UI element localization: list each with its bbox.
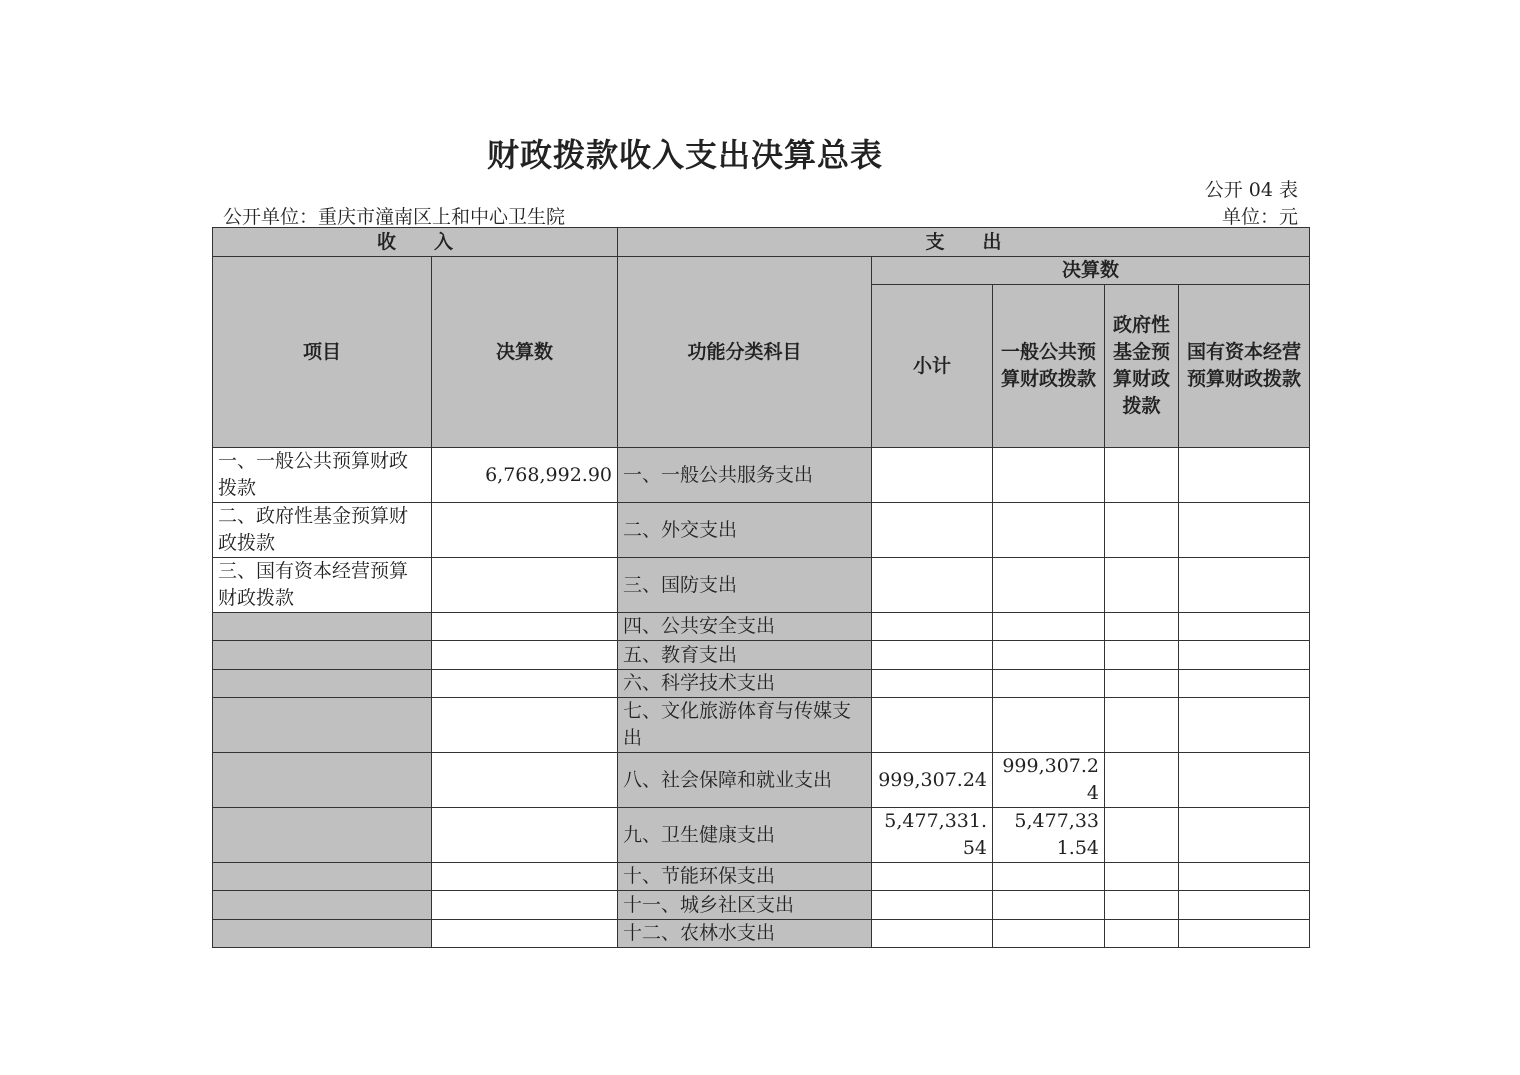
gov-fund-cell (1105, 920, 1179, 948)
gov-fund-cell (1105, 698, 1179, 753)
income-item-cell (213, 670, 432, 698)
income-item-cell (213, 863, 432, 891)
state-capital-cell (1179, 641, 1310, 670)
income-amount-cell (432, 891, 618, 920)
table-body (213, 448, 1310, 948)
settlement-header: 决算数 (872, 257, 1310, 285)
general-budget-cell (993, 698, 1105, 753)
subject-cell: 一、一般公共服务支出 (618, 448, 872, 503)
income-amount-cell: 6,768,992.90 (432, 448, 618, 503)
subject-cell: 六、科学技术支出 (618, 670, 872, 698)
subtotal-cell: 999,307.24 (872, 753, 993, 808)
gov-fund-cell (1105, 558, 1179, 613)
settlement-table (212, 227, 1310, 948)
table-row (213, 641, 1310, 670)
table-row (213, 808, 1310, 863)
table-row (213, 698, 1310, 753)
subject-cell: 九、卫生健康支出 (618, 808, 872, 863)
subject-cell: 四、公共安全支出 (618, 613, 872, 641)
function-subject-header: 功能分类科目 (618, 257, 872, 448)
table-row (213, 891, 1310, 920)
table-row (213, 503, 1310, 558)
table-row (213, 863, 1310, 891)
income-item-cell (213, 808, 432, 863)
table-row (213, 753, 1310, 808)
income-item-cell (213, 891, 432, 920)
subtotal-cell (872, 448, 993, 503)
gov-fund-cell (1105, 641, 1179, 670)
page-title: 财政拨款收入支出决算总表 (486, 136, 883, 174)
state-capital-header: 国有资本经营预算财政拨款 (1179, 285, 1310, 448)
income-header: 收 入 (213, 228, 618, 257)
income-item-cell (213, 753, 432, 808)
table-row (213, 613, 1310, 641)
unit-name: 公开单位：重庆市潼南区上和中心卫生院 (223, 206, 566, 228)
subtotal-header: 小计 (872, 285, 993, 448)
subtotal-cell (872, 698, 993, 753)
subtotal-cell (872, 863, 993, 891)
state-capital-cell (1179, 808, 1310, 863)
income-item-cell (213, 698, 432, 753)
subtotal-cell (872, 613, 993, 641)
state-capital-cell (1179, 613, 1310, 641)
income-amount-cell (432, 863, 618, 891)
income-amount-cell (432, 920, 618, 948)
item-header: 项目 (213, 257, 432, 448)
state-capital-cell (1179, 920, 1310, 948)
income-amount-cell (432, 641, 618, 670)
state-capital-cell (1179, 891, 1310, 920)
state-capital-cell (1179, 670, 1310, 698)
state-capital-cell (1179, 503, 1310, 558)
gov-fund-cell (1105, 448, 1179, 503)
general-budget-cell (993, 448, 1105, 503)
income-amount-cell (432, 558, 618, 613)
gov-fund-cell (1105, 503, 1179, 558)
subject-cell: 五、教育支出 (618, 641, 872, 670)
general-budget-cell (993, 670, 1105, 698)
gov-fund-cell (1105, 863, 1179, 891)
general-budget-header: 一般公共预算财政拨款 (993, 285, 1105, 448)
gov-fund-cell (1105, 613, 1179, 641)
gov-fund-cell (1105, 670, 1179, 698)
income-amount-cell (432, 670, 618, 698)
table-row (213, 920, 1310, 948)
income-amount-cell (432, 613, 618, 641)
subtotal-cell (872, 503, 993, 558)
expense-header: 支 出 (618, 228, 1310, 257)
income-amount-cell (432, 503, 618, 558)
state-capital-cell (1179, 863, 1310, 891)
gov-fund-cell (1105, 891, 1179, 920)
state-capital-cell (1179, 448, 1310, 503)
income-item-cell: 三、国有资本经营预算财政拨款 (213, 558, 432, 613)
subject-cell: 三、国防支出 (618, 558, 872, 613)
gov-fund-cell (1105, 753, 1179, 808)
income-amount-cell (432, 753, 618, 808)
table-row (213, 670, 1310, 698)
subtotal-cell (872, 891, 993, 920)
income-item-cell (213, 920, 432, 948)
subject-cell: 十、节能环保支出 (618, 863, 872, 891)
general-budget-cell (993, 920, 1105, 948)
general-budget-cell (993, 503, 1105, 558)
income-item-cell: 二、政府性基金预算财政拨款 (213, 503, 432, 558)
income-amount-cell (432, 698, 618, 753)
general-budget-cell: 5,477,331.54 (993, 808, 1105, 863)
currency-unit: 单位：元 (1221, 206, 1298, 228)
table-row (213, 558, 1310, 613)
income-item-cell (213, 641, 432, 670)
amount-header: 决算数 (432, 257, 618, 448)
subject-cell: 二、外交支出 (618, 503, 872, 558)
state-capital-cell (1179, 698, 1310, 753)
general-budget-cell: 999,307.24 (993, 753, 1105, 808)
gov-fund-header: 政府性基金预算财政拨款 (1105, 285, 1179, 448)
form-number: 公开 04 表 (1204, 179, 1298, 201)
income-item-cell (213, 613, 432, 641)
income-item-cell: 一、一般公共预算财政拨款 (213, 448, 432, 503)
subtotal-cell (872, 558, 993, 613)
subject-cell: 八、社会保障和就业支出 (618, 753, 872, 808)
gov-fund-cell (1105, 808, 1179, 863)
general-budget-cell (993, 863, 1105, 891)
subject-cell: 十一、城乡社区支出 (618, 891, 872, 920)
general-budget-cell (993, 558, 1105, 613)
subtotal-cell (872, 920, 993, 948)
subject-cell: 七、文化旅游体育与传媒支出 (618, 698, 872, 753)
state-capital-cell (1179, 558, 1310, 613)
state-capital-cell (1179, 753, 1310, 808)
table-row (213, 448, 1310, 503)
subtotal-cell (872, 641, 993, 670)
general-budget-cell (993, 641, 1105, 670)
subject-cell: 十二、农林水支出 (618, 920, 872, 948)
subtotal-cell (872, 670, 993, 698)
subtotal-cell: 5,477,331.54 (872, 808, 993, 863)
general-budget-cell (993, 613, 1105, 641)
income-amount-cell (432, 808, 618, 863)
general-budget-cell (993, 891, 1105, 920)
